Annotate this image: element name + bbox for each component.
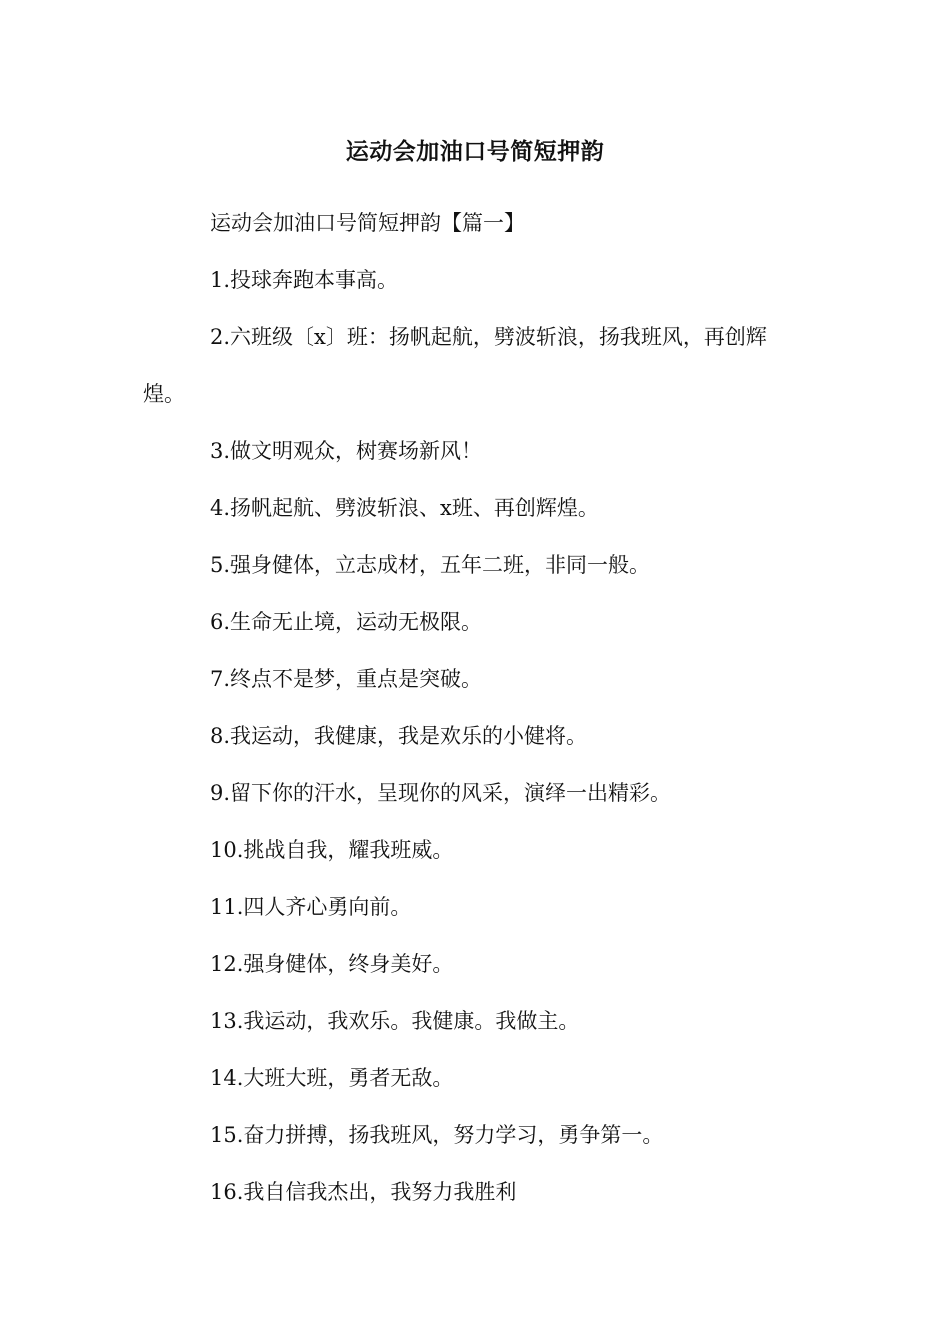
slogan-item-11: 11.四人齐心勇向前。 <box>210 895 412 919</box>
slogan-item-16: 16.我自信我杰出，我努力我胜利 <box>210 1180 517 1204</box>
slogan-item-2-continued: 煌。 <box>143 382 185 406</box>
slogan-item-12: 12.强身健体，终身美好。 <box>210 952 454 976</box>
slogan-item-4: 4.扬帆起航、劈波斩浪、x班、再创辉煌。 <box>210 496 599 520</box>
section-heading: 运动会加油口号简短押韵【篇一】 <box>210 211 525 235</box>
slogan-item-14: 14.大班大班，勇者无敌。 <box>210 1066 454 1090</box>
slogan-item-9: 9.留下你的汗水，呈现你的风采，演绎一出精彩。 <box>210 781 672 805</box>
slogan-item-13: 13.我运动，我欢乐。我健康。我做主。 <box>210 1009 580 1033</box>
slogan-item-5: 5.强身健体，立志成材，五年二班，非同一般。 <box>210 553 651 577</box>
slogan-item-3: 3.做文明观众，树赛场新风！ <box>210 439 483 463</box>
slogan-item-15: 15.奋力拼搏，扬我班风，努力学习，勇争第一。 <box>210 1123 664 1147</box>
slogan-item-2: 2.六班级〔x〕班：扬帆起航，劈波斩浪，扬我班风，再创辉 <box>210 325 767 349</box>
slogan-item-7: 7.终点不是梦，重点是突破。 <box>210 667 483 691</box>
slogan-item-10: 10.挑战自我，耀我班威。 <box>210 838 454 862</box>
document-title: 运动会加油口号简短押韵 <box>345 138 605 165</box>
slogan-item-8: 8.我运动，我健康，我是欢乐的小健将。 <box>210 724 588 748</box>
slogan-item-1: 1.投球奔跑本事高。 <box>210 268 399 292</box>
slogan-item-6: 6.生命无止境，运动无极限。 <box>210 610 483 634</box>
